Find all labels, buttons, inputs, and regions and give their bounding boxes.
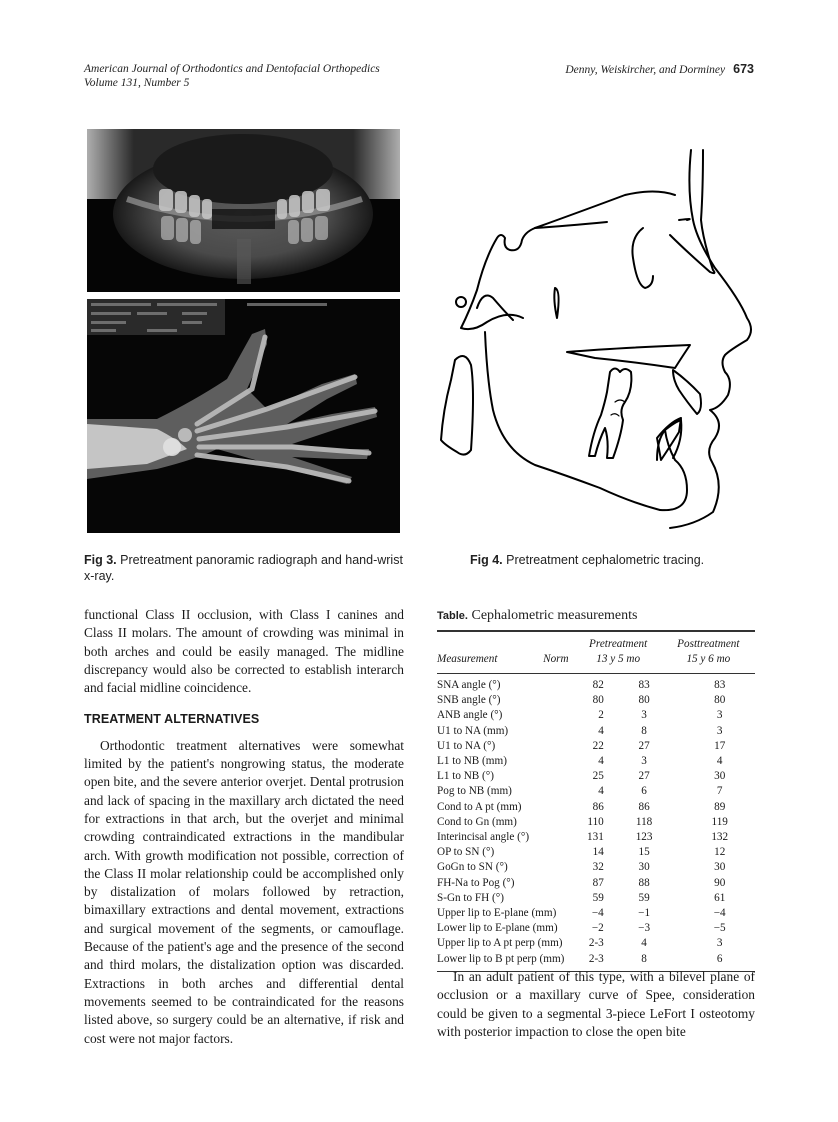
- col-header-pretreatment-line1: Pretreatment: [589, 638, 648, 650]
- norm-cell: 82: [592, 679, 604, 691]
- table-label: Table.: [437, 610, 468, 622]
- col-header-posttreatment-line2: 15 y 6 mo: [686, 653, 731, 665]
- table-row: [437, 739, 755, 754]
- posttreatment-cell: 4: [716, 755, 723, 768]
- pretreatment-cell: 123: [635, 831, 653, 844]
- body-paragraph: In an adult patient of this type, with a bilevel plane of occlusion or a maxillary curve of Spee, consideration could be given to a segmental 3-piece LeFort I osteotomy with posterior impaction to close the open bite: [437, 969, 755, 1039]
- norm-cell: 25: [592, 770, 604, 783]
- posttreatment-cell: 89: [714, 800, 726, 813]
- pretreatment-cell: −3: [638, 922, 651, 935]
- table-row: [437, 724, 755, 739]
- measurement-cell: SNA angle (°): [437, 679, 501, 691]
- table-row: [437, 876, 755, 891]
- posttreatment-cell: 30: [714, 861, 726, 874]
- posttreatment-cell: 90: [714, 876, 726, 889]
- table-row: [437, 784, 755, 799]
- col-header-posttreatment: [662, 632, 755, 673]
- posttreatment-cell: 119: [711, 815, 728, 828]
- running-header-right: [565, 62, 754, 77]
- norm-cell: −4: [591, 907, 604, 920]
- col-header-pretreatment: [575, 632, 662, 673]
- figure-4-caption-text: Pretreatment cephalometric tracing.: [506, 553, 705, 567]
- pretreatment-cell: 15: [638, 846, 650, 859]
- pretreatment-cell: 59: [638, 891, 650, 904]
- norm-cell: 2-3: [588, 952, 604, 965]
- norm-cell: 22: [592, 739, 604, 752]
- measurement-cell: S-Gn to FH (°): [437, 891, 504, 904]
- norm-cell: −2: [591, 922, 604, 935]
- pretreatment-cell: 8: [641, 952, 647, 965]
- pretreatment-cell: 4: [641, 937, 647, 950]
- posttreatment-cell: 3: [716, 724, 723, 737]
- body-paragraph: Orthodontic treatment alternatives were somewhat limited by the patient's nongrowing status, the moderate open bite, and the severe anterior overjet. Dental protrusion and lack of spacing in the maxillary arch dictated the need for extractions in that arch, but the overjet and minimal crowding contraindicated extractions in the mandibular arch. With growth modification not possible, correction of the Class II molar relationship could be accomplished only by distalization of molars followed by retraction, bimaxillary extractions and dental movement, extractions and surgical movement of the segments, or camouflage. Because of the patient's age and the presence of the second and third molars, the distalization option was discarded. Extractions in both arches and differential dental movements seemed to be contraindicated for the reasons listed above, so surgery could be an alternative, if risk and cost were not major factors.: [84, 737, 404, 1046]
- body-paragraph: functional Class II occlusion, with Class I canines and Class II molars. The amount of crowding was minimal in both arches and could be easily managed. The midline discrepancy would also be corrected to establish interarch and facial midline coincidence.: [84, 607, 404, 696]
- posttreatment-cell: 7: [716, 785, 723, 798]
- table-row: [437, 845, 755, 860]
- measurement-cell: Lower lip to E-plane (mm): [437, 922, 558, 935]
- pretreatment-cell: 86: [638, 800, 650, 813]
- table-row: [437, 891, 755, 906]
- posttreatment-cell: 61: [714, 891, 726, 904]
- norm-cell: 87: [592, 876, 604, 889]
- pretreatment-cell: 27: [638, 770, 650, 783]
- table-row: [437, 769, 755, 784]
- norm-cell: 2: [598, 709, 604, 722]
- posttreatment-cell: −4: [713, 907, 726, 920]
- measurement-cell: L1 to NB (mm): [437, 755, 507, 768]
- norm-cell: 86: [592, 800, 604, 813]
- table-row: [437, 860, 755, 875]
- posttreatment-cell: 12: [714, 846, 726, 859]
- pretreatment-cell: 30: [638, 861, 650, 874]
- hand-wrist-xray-image: [87, 299, 400, 533]
- measurement-cell: Pog to NB (mm): [437, 785, 512, 798]
- measurement-cell: ANB angle (°): [437, 709, 503, 722]
- journal-title: American Journal of Orthodontics and Dentofacial Orthopedics: [84, 63, 380, 75]
- table-body: [437, 674, 755, 971]
- norm-cell: 2-3: [588, 937, 604, 950]
- norm-cell: 4: [598, 724, 604, 737]
- table-row: [437, 815, 755, 830]
- measurement-cell: FH-Na to Pog (°): [437, 876, 515, 889]
- pretreatment-cell: 3: [641, 755, 647, 768]
- pretreatment-cell: 88: [638, 876, 650, 889]
- measurement-cell: U1 to NA (°): [437, 739, 496, 752]
- col-header-pretreatment-line2: 13 y 5 mo: [596, 653, 641, 665]
- col-header-norm: Norm: [543, 653, 569, 665]
- norm-cell: 14: [592, 846, 604, 859]
- figure-3-caption: [84, 552, 404, 584]
- pretreatment-cell: 27: [638, 739, 650, 752]
- panoramic-radiograph-image: [87, 129, 400, 292]
- norm-cell: 80: [592, 694, 604, 707]
- pretreatment-cell: 8: [641, 724, 647, 737]
- section-heading: TREATMENT ALTERNATIVES: [84, 712, 260, 727]
- table-row: [437, 936, 755, 951]
- table-row: [437, 921, 755, 936]
- measurement-cell: OP to SN (°): [437, 846, 495, 859]
- measurement-cell: Interincisal angle (°): [437, 831, 530, 844]
- table-row: [437, 674, 755, 693]
- journal-volume: Volume 131, Number 5: [84, 77, 190, 89]
- col-header-measurement: Measurement: [437, 653, 498, 665]
- figure-4-label: Fig 4.: [470, 553, 503, 567]
- table-row: [437, 830, 755, 845]
- measurement-cell: SNB angle (°): [437, 694, 501, 707]
- measurement-cell: U1 to NA (mm): [437, 724, 509, 737]
- measurement-cell: Lower lip to B pt perp (mm): [437, 952, 565, 965]
- cephalometric-tracing-image: [425, 140, 765, 540]
- measurement-cell: L1 to NB (°): [437, 770, 494, 783]
- measurement-cell: Upper lip to A pt perp (mm): [437, 937, 563, 950]
- norm-cell: 32: [592, 861, 604, 874]
- norm-cell: 59: [592, 891, 604, 904]
- pretreatment-cell: 6: [641, 785, 647, 798]
- col-header-posttreatment-line1: Posttreatment: [677, 638, 740, 650]
- pretreatment-cell: 3: [641, 709, 647, 722]
- posttreatment-cell: 17: [714, 739, 726, 752]
- posttreatment-cell: 6: [716, 952, 723, 965]
- figure-3-caption-text: Pretreatment panoramic radiograph and hand-wrist x-ray.: [84, 553, 403, 583]
- posttreatment-cell: 3: [716, 709, 723, 722]
- figure-3-label: Fig 3.: [84, 553, 117, 567]
- left-column: [84, 606, 404, 1048]
- table-row: [437, 693, 755, 708]
- measurement-cell: GoGn to SN (°): [437, 861, 508, 874]
- norm-cell: 131: [587, 831, 604, 844]
- table-row: [437, 754, 755, 769]
- posttreatment-cell: −5: [713, 922, 726, 935]
- posttreatment-cell: 132: [711, 831, 729, 844]
- posttreatment-cell: 30: [714, 770, 726, 783]
- measurement-cell: Cond to Gn (mm): [437, 815, 517, 828]
- pretreatment-cell: 83: [638, 679, 650, 691]
- pretreatment-cell: −1: [638, 907, 651, 920]
- pretreatment-cell: 118: [635, 815, 653, 828]
- table-row: [437, 708, 755, 723]
- cephalometric-table: [437, 630, 755, 972]
- right-column: [437, 968, 755, 1041]
- table-title-text: Cephalometric measurements: [471, 608, 638, 623]
- norm-cell: 110: [587, 815, 604, 828]
- posttreatment-cell: 80: [714, 694, 726, 707]
- authors: Denny, Weiskircher, and Dorminey: [565, 64, 726, 76]
- table-title: [437, 608, 637, 624]
- norm-cell: 4: [598, 755, 604, 768]
- table-row: [437, 800, 755, 815]
- measurement-cell: Cond to A pt (mm): [437, 800, 522, 813]
- table-header-row: [437, 632, 755, 673]
- posttreatment-cell: 3: [716, 937, 723, 950]
- running-header-left: [84, 62, 380, 90]
- measurement-cell: Upper lip to E-plane (mm): [437, 907, 557, 920]
- page-number: 673: [733, 62, 754, 76]
- figure-4-caption: [470, 552, 770, 568]
- posttreatment-cell: 83: [714, 679, 726, 691]
- table-row: [437, 906, 755, 921]
- norm-cell: 4: [598, 785, 604, 798]
- pretreatment-cell: 80: [638, 694, 650, 707]
